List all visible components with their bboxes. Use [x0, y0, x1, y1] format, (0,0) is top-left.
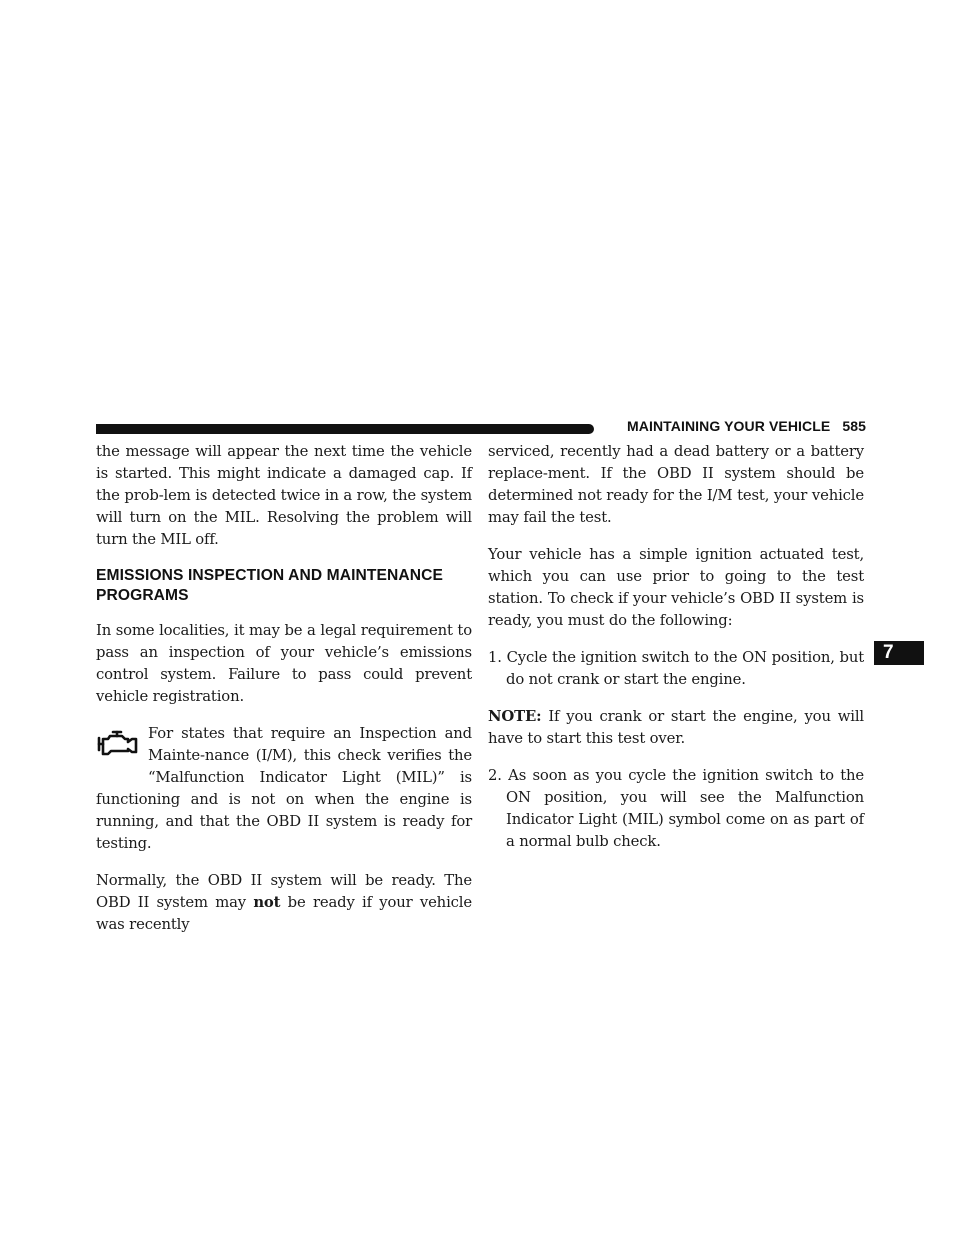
section-heading: EMISSIONS INSPECTION AND MAINTENANCE PROGRAMS [96, 567, 443, 604]
header-rule [96, 424, 594, 434]
note-paragraph [488, 706, 864, 750]
right-column [488, 441, 864, 868]
icon-paragraph [96, 723, 472, 855]
paragraph-localities: In some localities, it may be a legal requirement to pass an inspection of your vehicle’s emissions control system. Failure to pass could prevent vehicle registration. [96, 622, 472, 705]
note-text: If you crank or start the engine, you will have to start this test over. [488, 708, 864, 747]
paragraph-continued: the message will appear the next time the vehicle is started. This might indicate a damaged cap. If the prob-lem is detected twice in a row, the system will turn on the MIL. Resolving the problem will turn the MIL off. [96, 443, 472, 548]
paragraph-simple-test: Your vehicle has a simple ignition actuated test, which you can use prior to going to the test station. To check if your vehicle’s OBD II system is ready, you must do the following: [488, 546, 864, 629]
section-title: MAINTAINING YOUR VEHICLE [626, 418, 831, 434]
steps-list [488, 765, 864, 853]
list-item [488, 765, 864, 853]
step-number: 1. [488, 649, 502, 666]
step-text: Cycle the ignition switch to the ON position, but do not crank or start the engine. [506, 649, 864, 688]
running-header [604, 418, 866, 434]
paragraph-states: For states that require an Inspection and Mainte-nance (I/M), this check verifies the “Malfunction Indicator Light (MIL)” is functioning and is not on when the engine is running, and that the OBD II system is ready for testing. [96, 725, 472, 852]
left-column [96, 441, 472, 951]
list-item [488, 647, 864, 691]
page-number: 585 [842, 418, 866, 434]
check-engine-icon [96, 728, 140, 758]
note-label: NOTE: [488, 708, 542, 725]
paragraph-serviced: serviced, recently had a dead battery or a battery replace-ment. If the OBD II system should be determined not ready for the I/M test, your vehicle may fail the test. [488, 443, 864, 526]
paragraph-normally: Normally, the OBD II system will be ready. The OBD II system may not be ready if your vehicle was recently [96, 872, 472, 933]
steps-list [488, 647, 864, 691]
step-text: As soon as you cycle the ignition switch to the ON position, you will see the Malfunction Indicator Light (MIL) symbol come on as part of a normal bulb check. [506, 767, 864, 850]
step-number: 2. [488, 767, 502, 784]
chapter-tab: 7 [874, 641, 924, 665]
